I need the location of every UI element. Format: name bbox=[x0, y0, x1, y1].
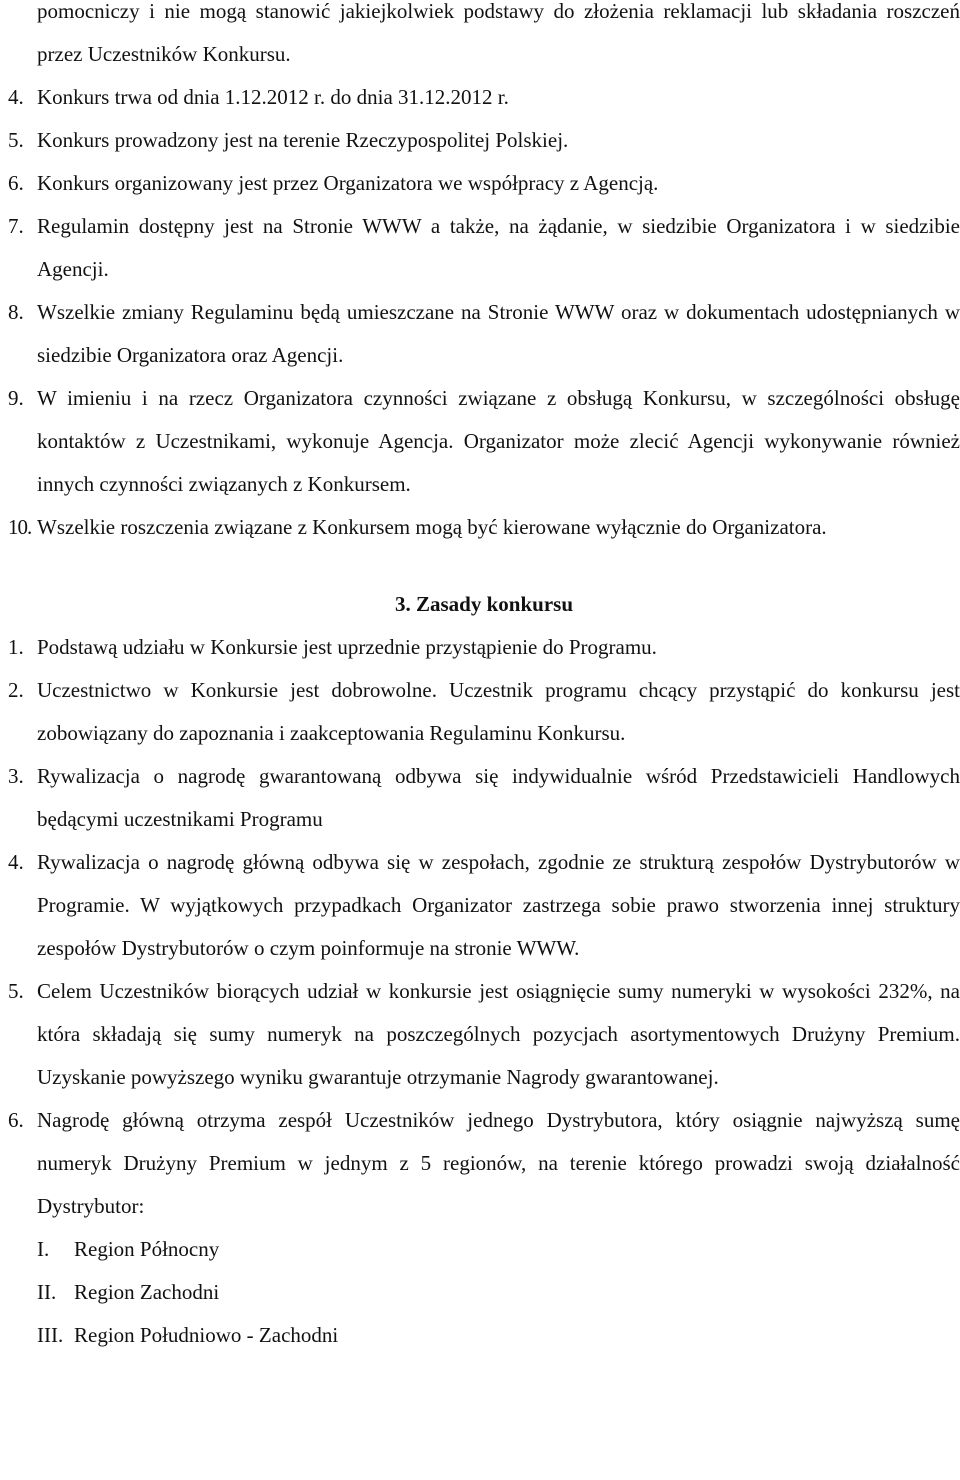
item-number: 7. bbox=[8, 214, 24, 238]
item-number: 3. bbox=[8, 764, 24, 788]
item-text: Uczestnictwo w Konkursie jest dobrowolne. Uczestnik programu chcący przystąpić do konkursu jest zobowiązany do zapoznania i zaakceptowania Regulaminu Konkursu. bbox=[37, 678, 960, 745]
list-item-7 bbox=[8, 205, 960, 291]
section-heading: 3. Zasady konkursu bbox=[395, 592, 573, 616]
item-text: Nagrodę główną otrzyma zespół Uczestników jednego Dystrybutora, który osiągnie najwyższą sumę numeryk Drużyny Premium w jednym z 5 regionów, na terenie którego prowadzi swoją działalność Dystrybutor: bbox=[37, 1108, 960, 1218]
item-number: 2. bbox=[8, 678, 24, 702]
rule-item-3 bbox=[8, 755, 960, 841]
region-number: III. bbox=[37, 1323, 64, 1347]
region-name: Region Północny bbox=[74, 1237, 220, 1261]
region-item bbox=[8, 1271, 960, 1314]
document-page bbox=[8, 0, 960, 1357]
item-text: Wszelkie roszczenia związane z Konkursem mogą być kierowane wyłącznie do Organizatora. bbox=[37, 515, 827, 539]
continuation-paragraph: pomocniczy i nie mogą stanowić jakiejkolwiek podstawy do złożenia reklamacji lub składania roszczeń przez Uczestników Konkursu. bbox=[37, 0, 960, 66]
item-text: Konkurs trwa od dnia 1.12.2012 r. do dnia 31.12.2012 r. bbox=[37, 85, 509, 109]
item-number: 8. bbox=[8, 300, 24, 324]
item-number: 9. bbox=[8, 386, 24, 410]
item-text: Konkurs organizowany jest przez Organizatora we współpracy z Agencją. bbox=[37, 171, 659, 195]
list-item-5 bbox=[8, 119, 960, 162]
item-text: Wszelkie zmiany Regulaminu będą umieszczane na Stronie WWW oraz w dokumentach udostępnianych w siedzibie Organizatora oraz Agencji. bbox=[37, 300, 960, 367]
item-number: 1. bbox=[8, 635, 24, 659]
list-item-4 bbox=[8, 76, 960, 119]
item-text: Konkurs prowadzony jest na terenie Rzeczypospolitej Polskiej. bbox=[37, 128, 569, 152]
item-number: 4. bbox=[8, 85, 24, 109]
region-number: I. bbox=[37, 1237, 50, 1261]
rule-item-5 bbox=[8, 970, 960, 1099]
item-number: 6. bbox=[8, 1108, 24, 1132]
list-item-6 bbox=[8, 162, 960, 205]
rule-item-6 bbox=[8, 1099, 960, 1228]
region-name: Region Zachodni bbox=[74, 1280, 220, 1304]
item-number: 10. bbox=[8, 515, 32, 539]
item-text: Regulamin dostępny jest na Stronie WWW a także, na żądanie, w siedzibie Organizatora i w siedzibie Agencji. bbox=[37, 214, 960, 281]
list-item-9 bbox=[8, 377, 960, 506]
item-text: Rywalizacja o nagrodę główną odbywa się w zespołach, zgodnie ze strukturą zespołów Dystrybutorów w Programie. W wyjątkowych przypadkach Organizator zastrzega sobie prawo stworzenia innej struktury zespołów Dystrybutorów o czym poinformuje na stronie WWW. bbox=[37, 850, 960, 960]
region-item bbox=[8, 1228, 960, 1271]
region-name: Region Południowo - Zachodni bbox=[74, 1323, 339, 1347]
rule-item-2 bbox=[8, 669, 960, 755]
region-number: II. bbox=[37, 1280, 57, 1304]
item-number: 6. bbox=[8, 171, 24, 195]
region-item bbox=[8, 1314, 960, 1357]
item-text: Celem Uczestników biorących udział w konkursie jest osiągnięcie sumy numeryki w wysokości 232%, na która składają się sumy numeryk na poszczególnych pozycjach asortymentowych Drużyny Premium. Uzyskanie powyższego wyniku gwarantuje otrzymanie Nagrody gwarantowanej. bbox=[37, 979, 960, 1089]
item-text: Podstawą udziału w Konkursie jest uprzednie przystąpienie do Programu. bbox=[37, 635, 657, 659]
item-text: W imieniu i na rzecz Organizatora czynności związane z obsługą Konkursu, w szczególności obsługę kontaktów z Uczestnikami, wykonuje Agencja. Organizator może zlecić Agencji wykonywanie również innych czynności związanych z Konkursem. bbox=[37, 386, 960, 496]
item-number: 5. bbox=[8, 979, 24, 1003]
list-item-10 bbox=[8, 506, 960, 549]
list-item-8 bbox=[8, 291, 960, 377]
item-text: Rywalizacja o nagrodę gwarantowaną odbywa się indywidualnie wśród Przedstawicieli Handlowych będącymi uczestnikami Programu bbox=[37, 764, 960, 831]
rule-item-4 bbox=[8, 841, 960, 970]
item-number: 4. bbox=[8, 850, 24, 874]
item-number: 5. bbox=[8, 128, 24, 152]
rule-item-1 bbox=[8, 626, 960, 669]
